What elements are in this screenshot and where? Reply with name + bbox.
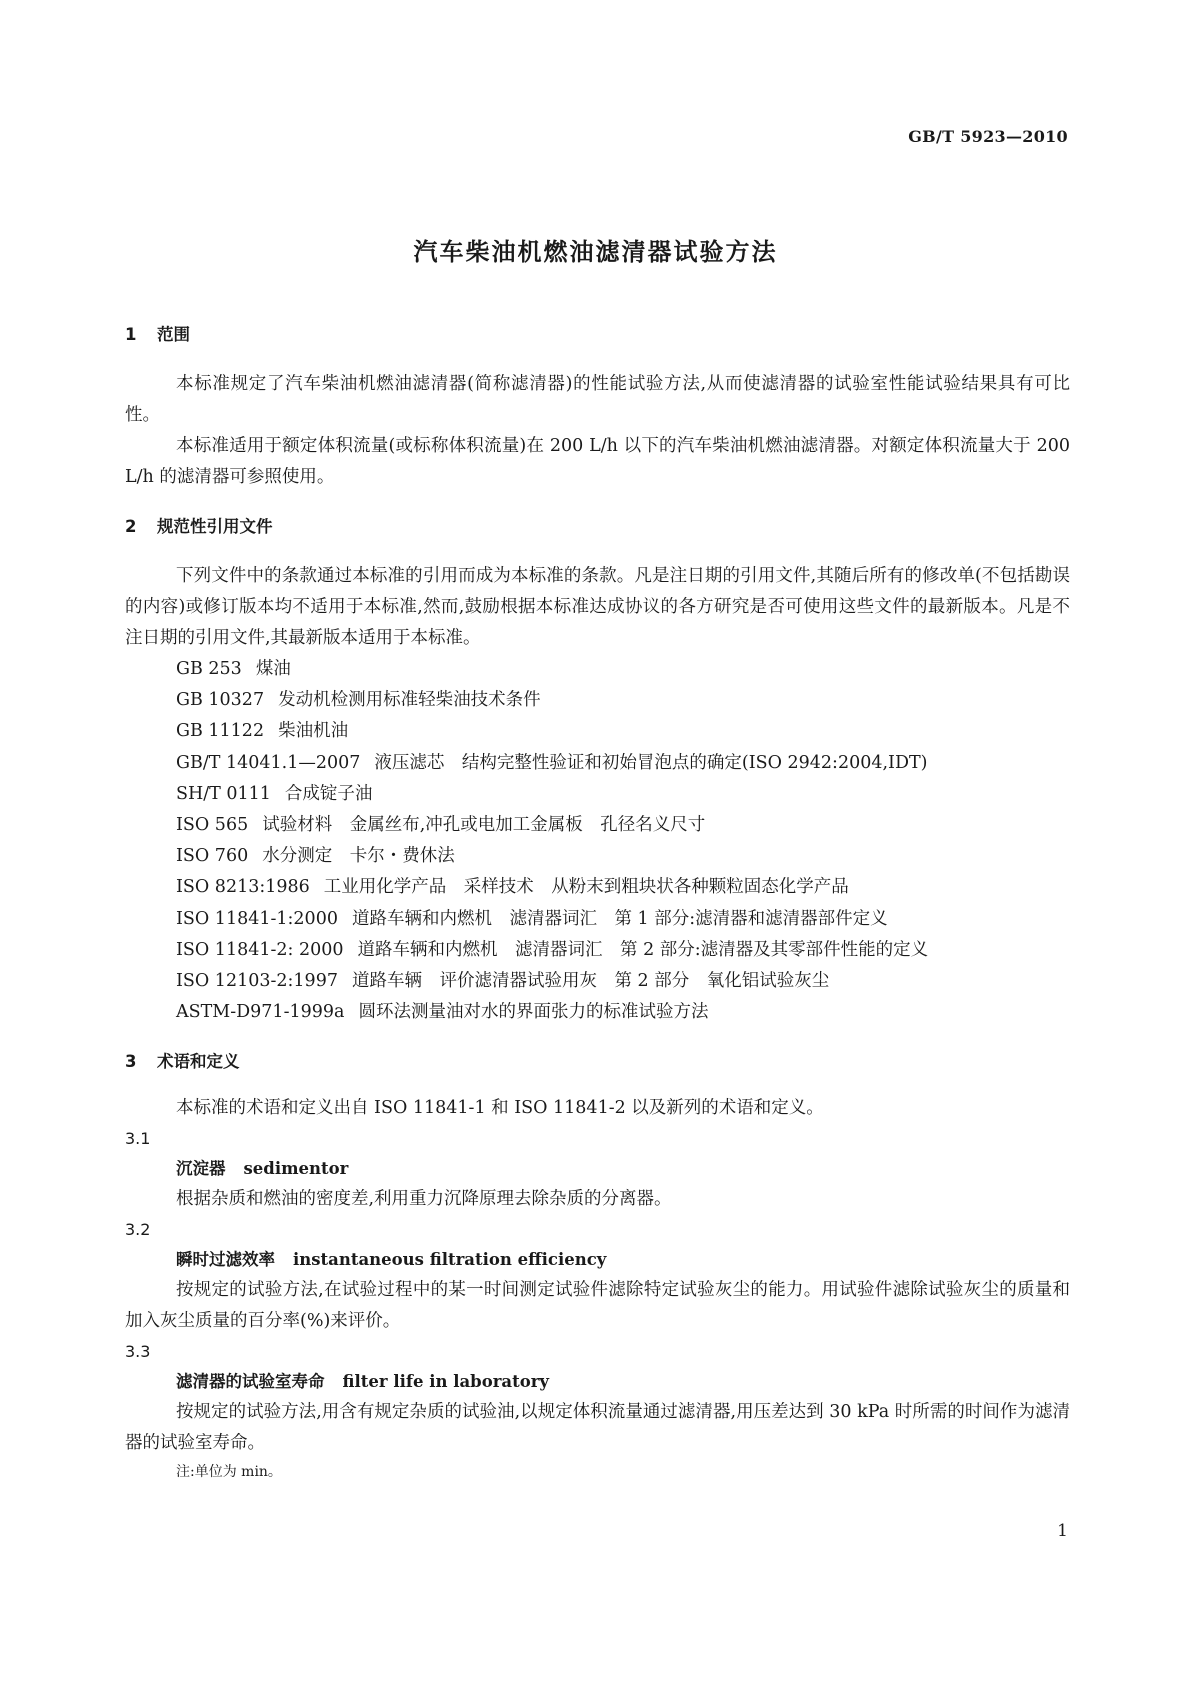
- term-number: 3.1: [125, 1129, 151, 1149]
- standard-code: GB/T 5923—2010: [908, 127, 1068, 146]
- term-number: 3.2: [125, 1220, 151, 1240]
- reference-item: ISO 11841-2: 2000 道路车辆和内燃机 滤清器词汇 第 2 部分:滤清器及其零部件性能的定义: [176, 939, 929, 960]
- reference-item: SH/T 0111 合成锭子油: [176, 783, 373, 804]
- page-number: 1: [1057, 1521, 1068, 1541]
- term-heading: 滤清器的试验室寿命 filter life in laboratory: [176, 1372, 549, 1392]
- term-entry: [125, 1337, 1070, 1485]
- section-3: [125, 1051, 1070, 1485]
- term-definition: 根据杂质和燃油的密度差,利用重力沉降原理去除杂质的分离器。: [176, 1189, 672, 1210]
- section-heading: 1 范围: [125, 325, 190, 344]
- reference-list: [125, 654, 1070, 1028]
- section-1: [125, 324, 1070, 493]
- reference-item: ISO 11841-1:2000 道路车辆和内燃机 滤清器词汇 第 1 部分:滤清器和滤清器部件定义: [176, 908, 888, 929]
- term-note: 注:单位为 min。: [176, 1464, 282, 1481]
- section-2: [125, 516, 1070, 1028]
- reference-item: GB/T 14041.1—2007 液压滤芯 结构完整性验证和初始冒泡点的确定(ISO 2942:2004,IDT): [176, 752, 928, 773]
- reference-item: ISO 12103-2:1997 道路车辆 评价滤清器试验用灰 第 2 部分 氧化铝试验灰尘: [176, 971, 830, 992]
- paragraph: 下列文件中的条款通过本标准的引用而成为本标准的条款。凡是注日期的引用文件,其随后所有的修改单(不包括勘误的内容)或修订版本均不适用于本标准,然而,鼓励根据本标准达成协议的各方研究是否可使用这些文件的最新版本。凡是不注日期的引用文件,其最新版本适用于本标准。: [125, 566, 1070, 648]
- term-entry: [125, 1215, 1070, 1337]
- document-body: [125, 324, 1070, 1485]
- paragraph: 本标准规定了汽车柴油机燃油滤清器(简称滤清器)的性能试验方法,从而使滤清器的试验室性能试验结果具有可比性。: [125, 374, 1070, 425]
- reference-item: GB 11122 柴油机油: [176, 721, 349, 742]
- reference-item: GB 253 煤油: [176, 659, 291, 679]
- section-heading: 2 规范性引用文件: [125, 517, 273, 536]
- term-definition: 按规定的试验方法,用含有规定杂质的试验油,以规定体积流量通过滤清器,用压差达到 30 kPa 时所需的时间作为滤清器的试验室寿命。: [125, 1402, 1070, 1454]
- term-heading: 瞬时过滤效率 instantaneous filtration efficiency: [176, 1250, 607, 1270]
- reference-item: ISO 760 水分测定 卡尔・费休法: [176, 846, 455, 867]
- term-number: 3.3: [125, 1342, 151, 1362]
- paragraph: 本标准的术语和定义出自 ISO 11841-1 和 ISO 11841-2 以及新列的术语和定义。: [176, 1098, 824, 1119]
- term-entry: [125, 1124, 1070, 1215]
- document-title: 汽车柴油机燃油滤清器试验方法: [413, 238, 778, 266]
- reference-item: ISO 8213:1986 工业用化学产品 采样技术 从粉末到粗块状各种颗粒固态化学产品: [176, 877, 849, 898]
- term-definition: 按规定的试验方法,在试验过程中的某一时间测定试验件滤除特定试验灰尘的能力。用试验件滤除试验灰尘的质量和加入灰尘质量的百分率(%)来评价。: [125, 1280, 1070, 1332]
- section-heading: 3 术语和定义: [125, 1052, 240, 1072]
- paragraph: 本标准适用于额定体积流量(或标称体积流量)在 200 L/h 以下的汽车柴油机燃油滤清器。对额定体积流量大于 200 L/h 的滤清器可参照使用。: [125, 436, 1070, 487]
- reference-item: GB 10327 发动机检测用标准轻柴油技术条件: [176, 690, 541, 711]
- reference-item: ASTM-D971-1999a 圆环法测量油对水的界面张力的标准试验方法: [176, 1002, 709, 1023]
- term-heading: 沉淀器 sedimentor: [176, 1159, 349, 1179]
- reference-item: ISO 565 试验材料 金属丝布,冲孔或电加工金属板 孔径名义尺寸: [176, 815, 706, 836]
